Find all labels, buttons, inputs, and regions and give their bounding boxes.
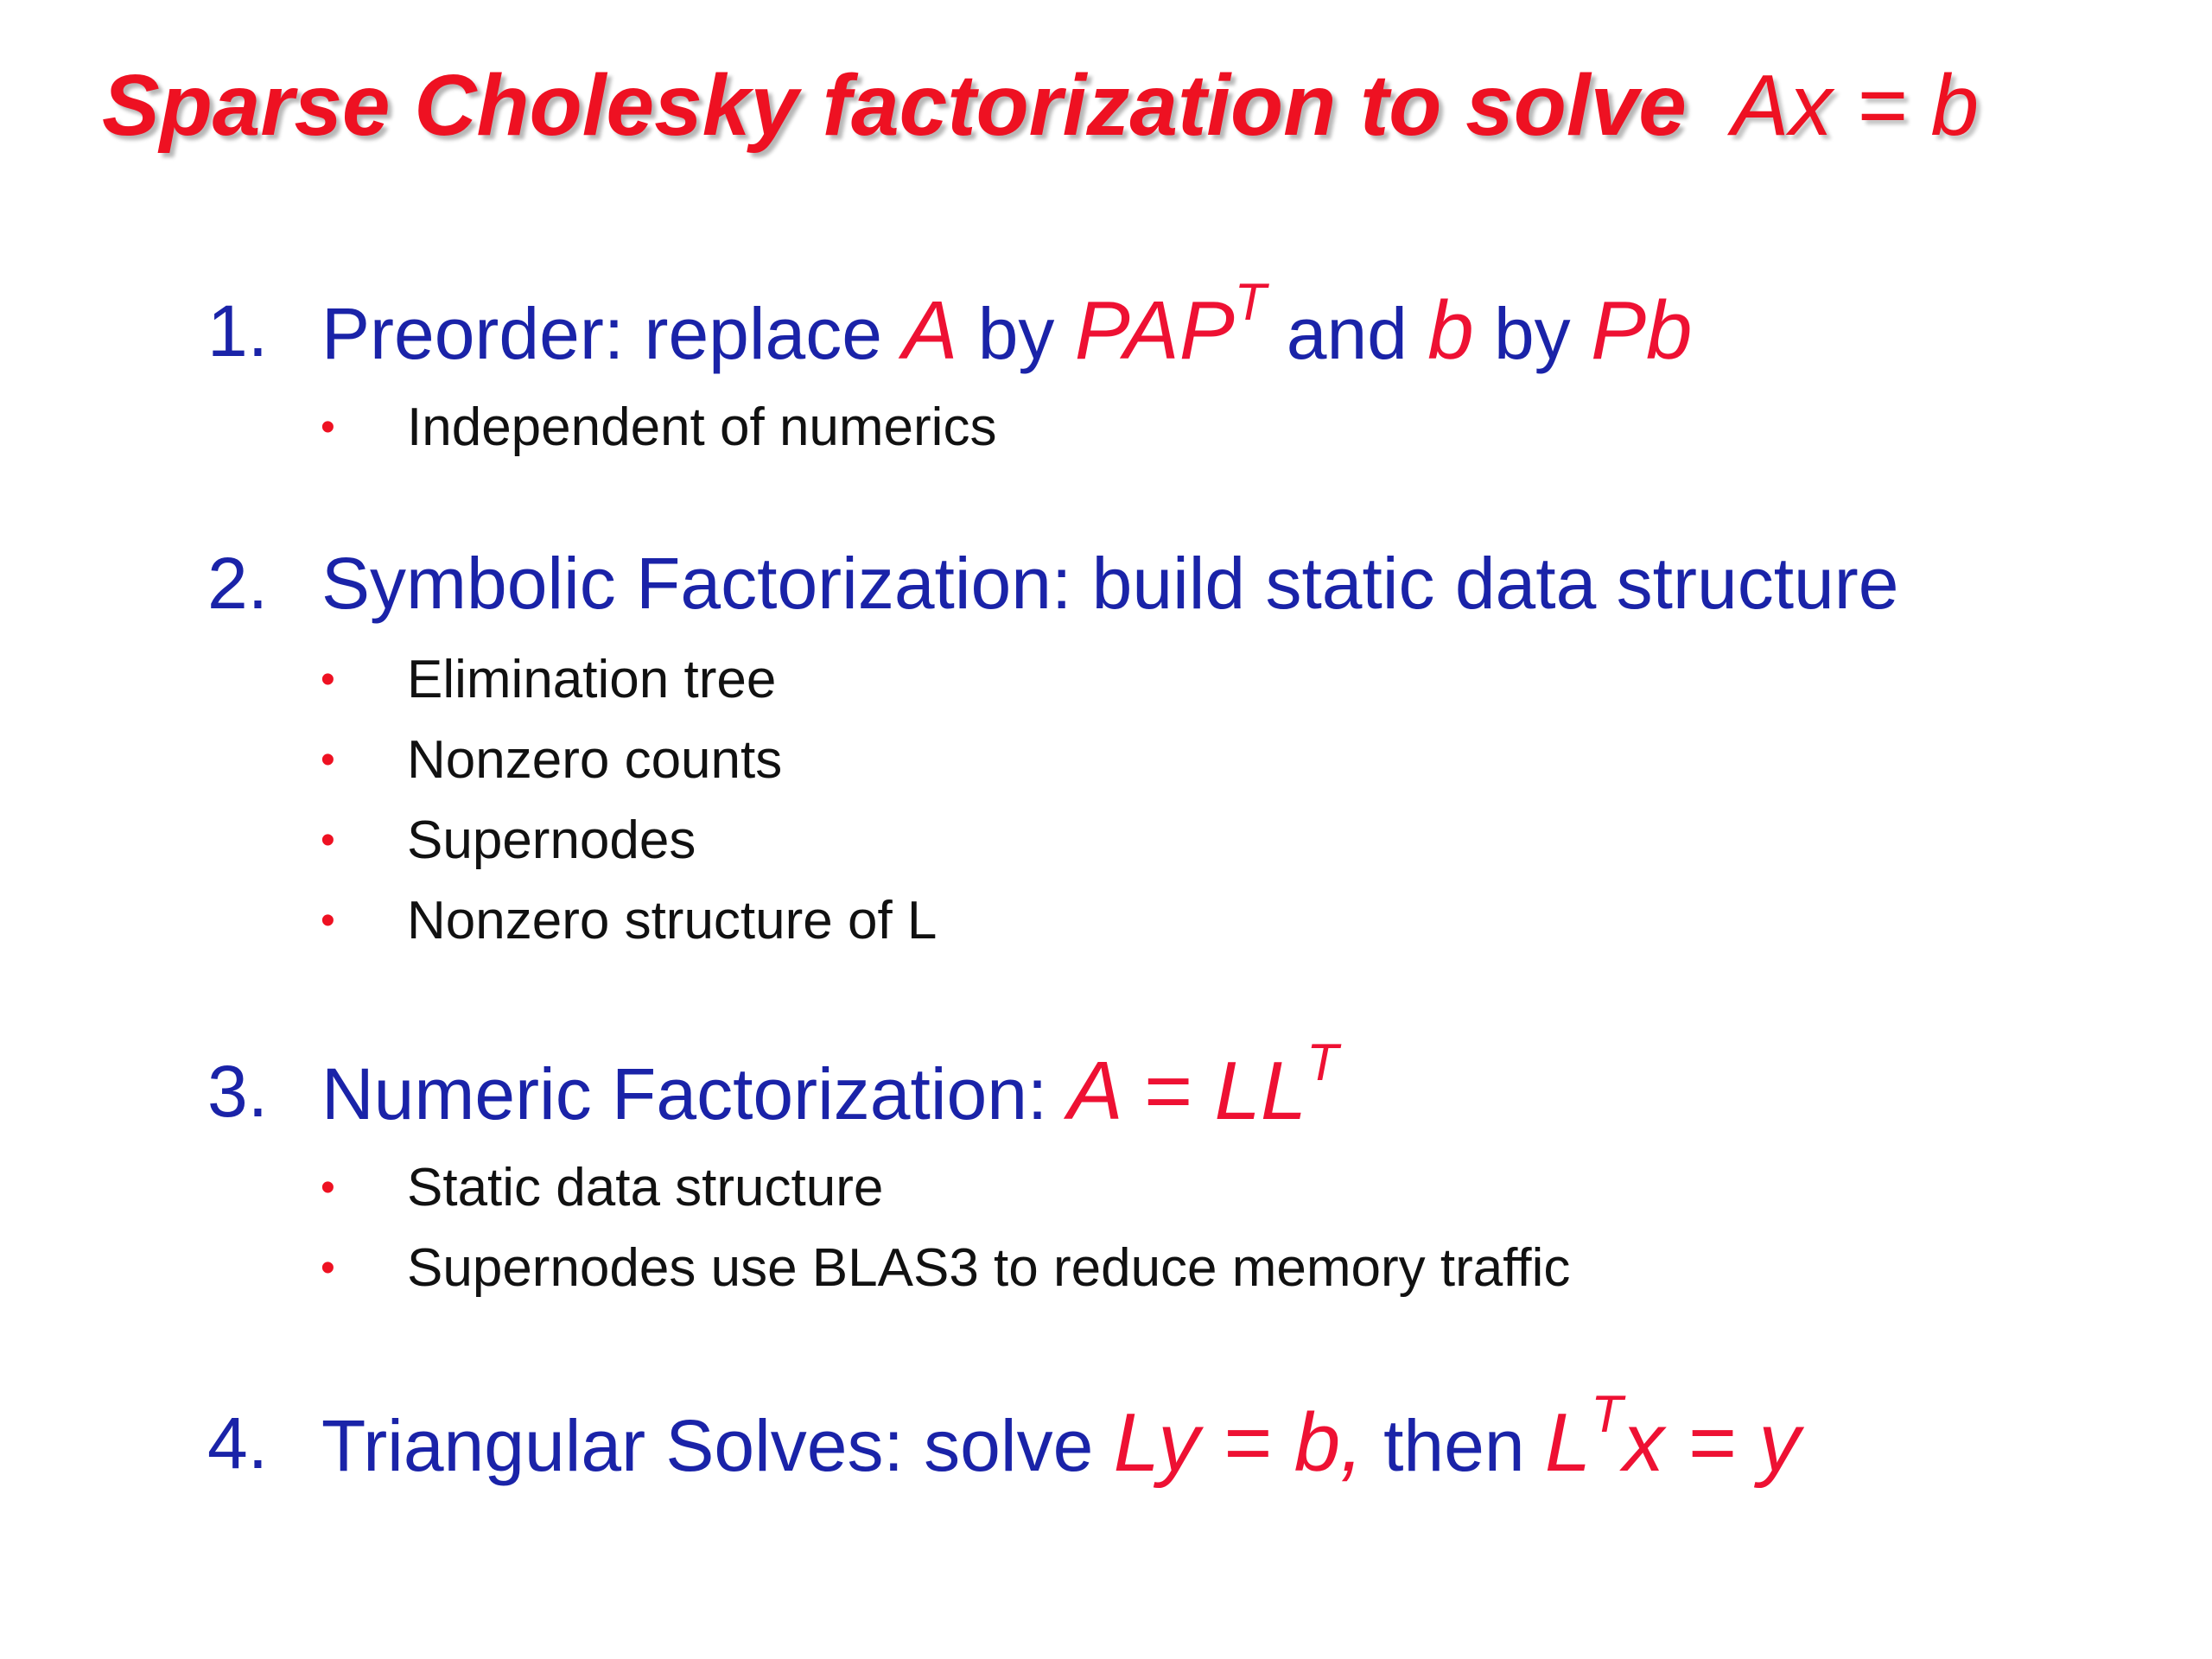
step-text (321, 275, 1692, 390)
math-superscript: T (1234, 273, 1267, 331)
math-superscript: T (1306, 1033, 1338, 1091)
bullet-text: Supernodes (407, 810, 696, 870)
math-expression: Ly = b, (1113, 1396, 1363, 1489)
math-base: L (1544, 1396, 1592, 1489)
step-number: 2. (207, 543, 269, 624)
bullet-icon: • (321, 898, 335, 944)
step-text-part: and (1266, 293, 1428, 374)
step-heading (207, 527, 2152, 639)
bullet-icon: • (321, 737, 335, 783)
bullet-text: Supernodes use BLAS3 to reduce memory traffic (407, 1238, 1571, 1298)
step-triangular-solves (207, 1387, 2152, 1499)
math-base: A = LL (1067, 1045, 1307, 1137)
slide-title (102, 54, 1979, 157)
math-expression (1074, 273, 1267, 377)
step-text-part: then (1363, 1405, 1545, 1486)
list-item (207, 387, 2152, 467)
bullet-text: Independent of numerics (407, 397, 997, 457)
step-preorder (207, 275, 2152, 467)
math-base: PAP (1074, 284, 1235, 377)
title-text: Sparse Cholesky factorization to solve (102, 57, 1687, 154)
bullet-text: Static data structure (407, 1158, 884, 1217)
step-text-part: Preorder: replace (321, 293, 903, 374)
bullet-icon: • (321, 657, 335, 702)
list-item (207, 1228, 2152, 1308)
math-superscript: T (1591, 1385, 1623, 1443)
list-item (207, 1147, 2152, 1228)
step-text-part: Numeric Factorization: (321, 1053, 1068, 1135)
step-number: 3. (207, 1051, 269, 1132)
step-text-part: by (957, 293, 1075, 374)
step-text (321, 527, 1898, 639)
bullet-icon: • (321, 1165, 335, 1211)
step-symbolic-factorization (207, 527, 2152, 961)
bullet-icon: • (321, 404, 335, 450)
list-item (207, 639, 2152, 720)
math-expression (1067, 1033, 1338, 1137)
step-number: 1. (207, 290, 269, 372)
bullet-text: Elimination tree (407, 650, 777, 709)
bullet-text: Nonzero counts (407, 730, 783, 790)
math-expression: A (902, 284, 958, 377)
step-numeric-factorization (207, 1035, 2152, 1308)
list-item (207, 720, 2152, 800)
step-heading (207, 1035, 2152, 1147)
title-formula: Ax = b (1731, 57, 1980, 154)
step-text (321, 1035, 1338, 1150)
step-text-part: Triangular Solves: solve (321, 1405, 1114, 1486)
step-heading (207, 1387, 2152, 1499)
step-text-part: Symbolic Factorization: build static data structure (321, 543, 1899, 624)
step-text-part: by (1473, 293, 1592, 374)
bullet-icon: • (321, 1245, 335, 1291)
list-item (207, 880, 2152, 961)
math-expression (1544, 1385, 1801, 1489)
list-item (207, 800, 2152, 880)
step-text (321, 1387, 1800, 1502)
bullet-list (207, 387, 2152, 467)
bullet-icon: • (321, 817, 335, 863)
math-expression: b (1427, 284, 1474, 377)
math-base: x = y (1622, 1396, 1801, 1489)
step-heading (207, 275, 2152, 387)
step-number: 4. (207, 1402, 269, 1484)
math-expression: Pb (1591, 284, 1693, 377)
bullet-text: Nonzero structure of L (407, 891, 938, 950)
bullet-list (207, 639, 2152, 961)
bullet-list (207, 1147, 2152, 1308)
